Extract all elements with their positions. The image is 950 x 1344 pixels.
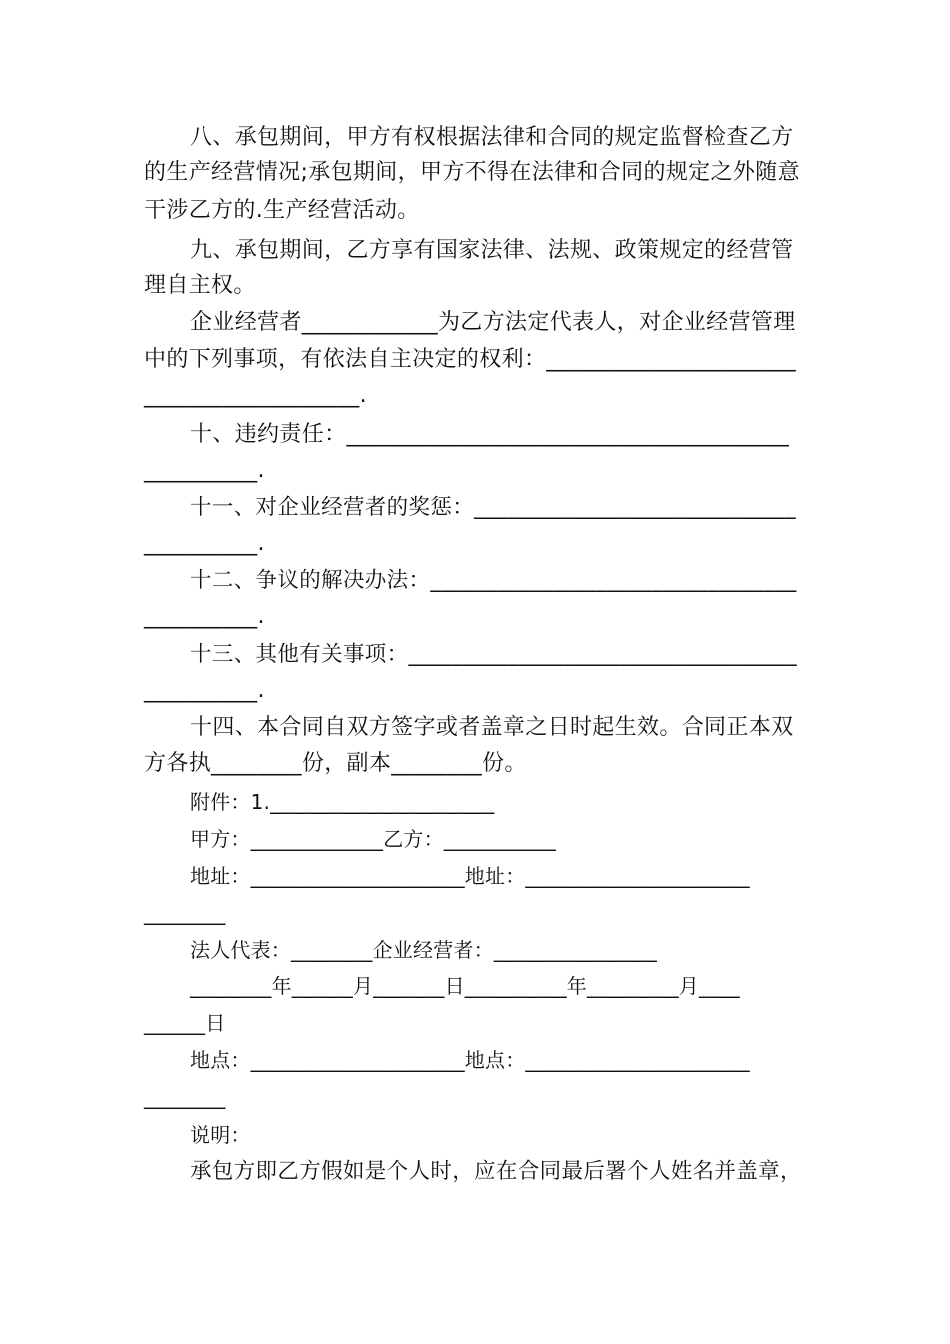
- clause-9-line-1: 九、承包期间，乙方享有国家法律、法规、政策规定的经营管: [190, 238, 794, 263]
- clause-8-line-2: 的生产经营情况;承包期间，甲方不得在法律和合同的规定之外随意: [144, 160, 800, 185]
- clause-10-line-1: 十、违约责任：_______________________________________: [190, 422, 790, 447]
- location-line-2: ________: [144, 1085, 226, 1109]
- clause-11-line-2: __________.: [144, 531, 265, 556]
- clause-12-line-1: 十二、争议的解决办法：_________________________________: [190, 568, 797, 593]
- notes-heading: 说明：: [190, 1123, 251, 1147]
- clause-9-line-2: 理自主权。: [144, 273, 256, 298]
- clause-14-line-2: 方各执________份，副本________份。: [144, 751, 527, 776]
- legal-rep-line: 法人代表：________企业经营者：________________: [190, 938, 657, 962]
- date-line-1: ________年______月_______日__________年_________月____: [190, 974, 740, 998]
- location-line-1: 地点：_____________________地点：______________________: [190, 1048, 750, 1072]
- address-line-2: ________: [144, 901, 226, 925]
- operator-clause-line-2: 中的下列事项，有依法自主决定的权利：______________________: [144, 347, 797, 372]
- date-line-2: ______日: [144, 1011, 226, 1035]
- notes-line-1: 承包方即乙方假如是个人时，应在合同最后署个人姓名并盖章，: [190, 1159, 802, 1184]
- operator-clause-line-3: ___________________.: [144, 383, 367, 408]
- clause-14-line-1: 十四、本合同自双方签字或者盖章之日时起生效。合同正本双: [190, 715, 794, 740]
- address-line-1: 地址：_____________________地址：______________________: [190, 864, 750, 888]
- clause-12-line-2: __________.: [144, 604, 265, 629]
- clause-13-line-1: 十三、其他有关事项：___________________________________: [190, 642, 798, 667]
- clause-8-line-3: 干涉乙方的.生产经营活动。: [144, 198, 420, 223]
- clause-11-line-1: 十一、对企业经营者的奖惩：_____________________________: [190, 495, 796, 520]
- operator-clause-line-1: 企业经营者____________为乙方法定代表人，对企业经营管理: [190, 310, 796, 335]
- clause-8-line-1: 八、承包期间，甲方有权根据法律和合同的规定监督检查乙方: [190, 125, 794, 150]
- attachment-line: 附件：1.______________________: [190, 790, 495, 814]
- clause-13-line-2: __________.: [144, 678, 265, 703]
- clause-10-line-2: __________.: [144, 458, 265, 483]
- party-a-b-line: 甲方：_____________乙方：___________: [190, 827, 556, 851]
